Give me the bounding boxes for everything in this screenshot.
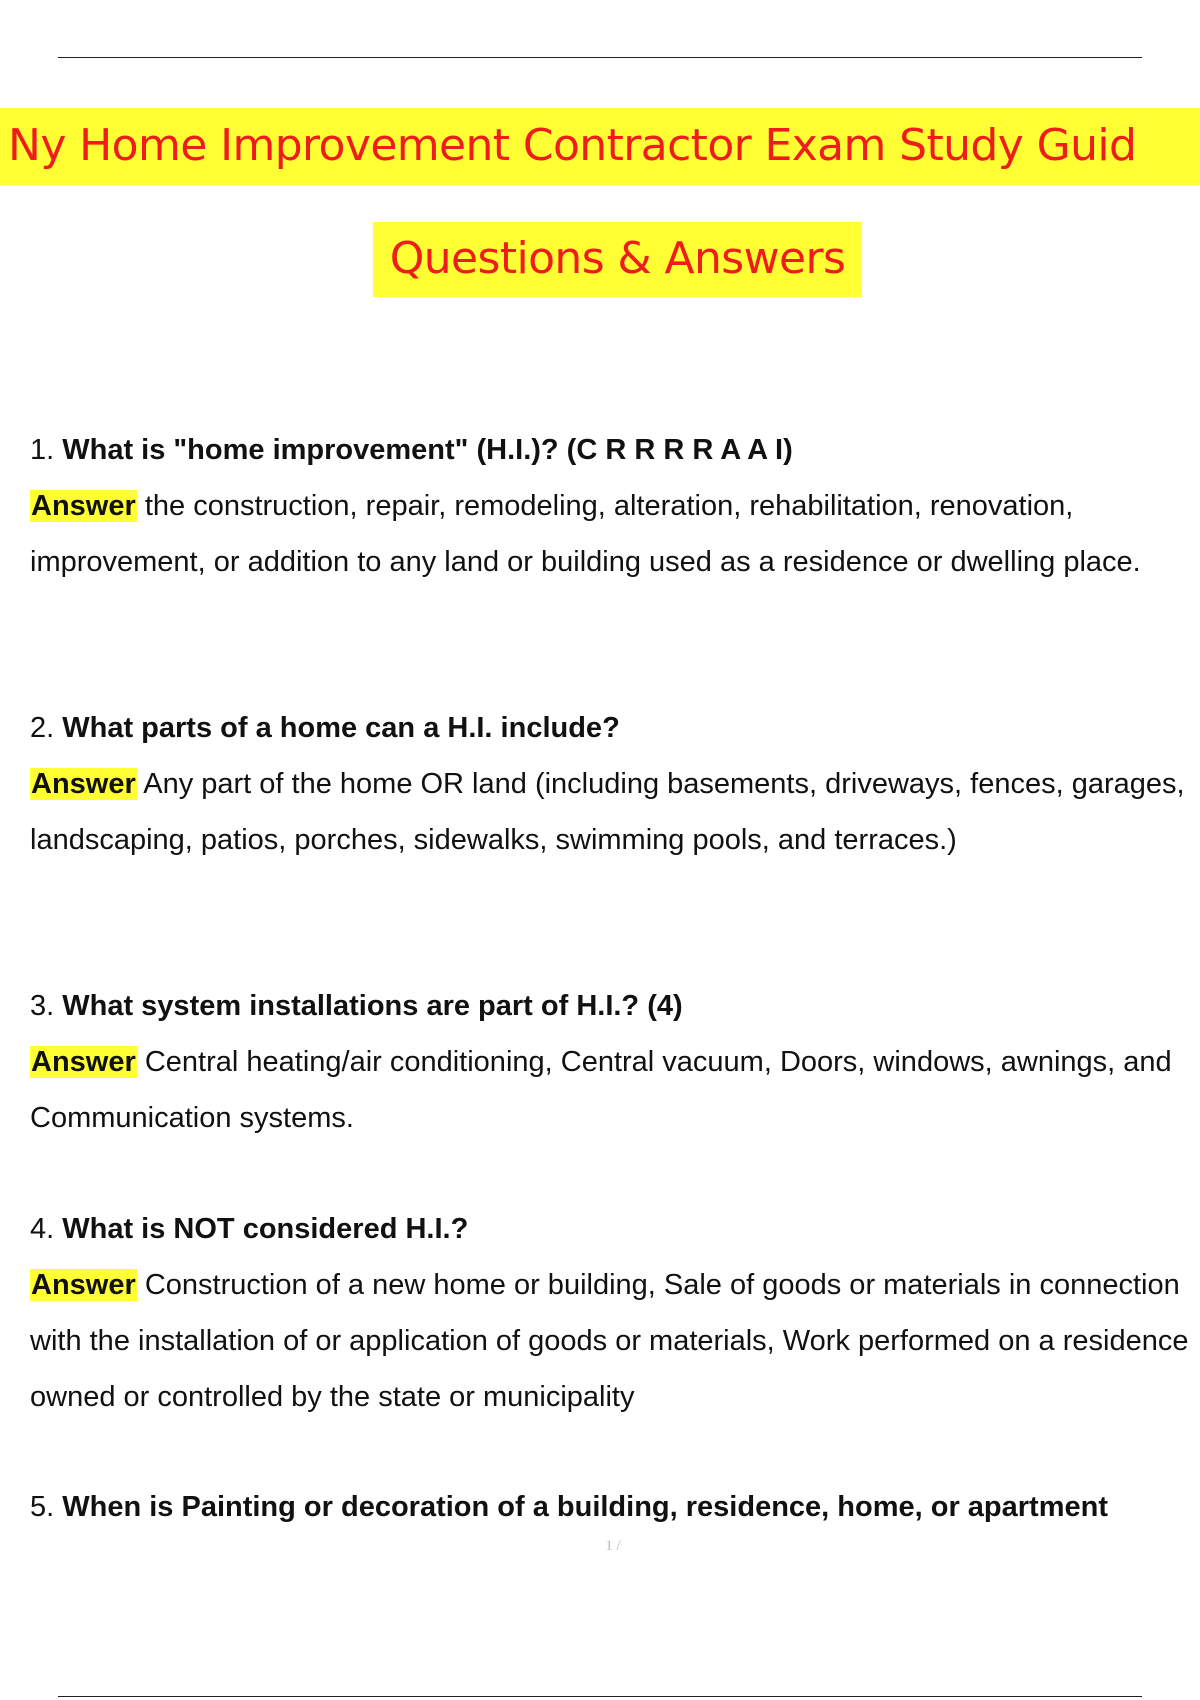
- qa-item-3: [30, 978, 1200, 1146]
- question-text: What is NOT considered H.I.?: [62, 1213, 469, 1245]
- question-4: [30, 1201, 1200, 1257]
- answer-4: [30, 1257, 1190, 1425]
- question-number: 3.: [30, 990, 55, 1022]
- qa-item-4: [30, 1201, 1200, 1425]
- answer-label: Answer: [31, 1046, 136, 1078]
- question-3: [30, 978, 1200, 1034]
- question-text: When is Painting or decoration of a building, residence, home, or apartment: [62, 1491, 1108, 1523]
- question-number: 4.: [30, 1213, 55, 1245]
- question-text: What is "home improvement" (H.I.)? (C R R R R A A I): [62, 434, 793, 466]
- bottom-rule: [58, 1696, 1142, 1697]
- qa-item-2: [30, 700, 1200, 868]
- answer-text: Any part of the home OR land (including basements, driveways, fences, garages, landscaping, patios, porches, sidewalks, swimming pools, and terraces.): [30, 768, 1185, 856]
- question-number: 2.: [30, 712, 55, 744]
- document-subtitle: Questions & Answers: [389, 233, 846, 284]
- question-text: What system installations are part of H.I.? (4): [62, 990, 683, 1022]
- question-2: [30, 700, 1200, 756]
- question-number: 5.: [30, 1491, 55, 1523]
- title-highlight-line1: [0, 108, 1200, 185]
- question-1: [30, 422, 1200, 478]
- answer-2: [30, 756, 1190, 868]
- answer-3: [30, 1034, 1190, 1146]
- question-number: 1.: [30, 434, 55, 466]
- answer-label: Answer: [31, 490, 136, 522]
- answer-text: the construction, repair, remodeling, alteration, rehabilitation, renovation, improvement, or addition to any land or building used as a residence or dwelling place.: [30, 490, 1141, 578]
- title-highlight-line2: [373, 222, 862, 297]
- question-text: What parts of a home can a H.I. include?: [62, 712, 620, 744]
- answer-text: Construction of a new home or building, Sale of goods or materials in connection with the installation of or application of goods or materials, Work performed on a residence owned or controlled by the state or municipality: [30, 1269, 1189, 1413]
- qa-item-5: [30, 1479, 1200, 1535]
- answer-1: [30, 478, 1190, 590]
- answer-text: Central heating/air conditioning, Central vacuum, Doors, windows, awnings, and Communication systems.: [30, 1046, 1172, 1134]
- answer-label: Answer: [31, 768, 136, 800]
- page-number: 1 /: [605, 1538, 621, 1554]
- document-title: Ny Home Improvement Contractor Exam Study Guid: [8, 120, 1137, 171]
- question-5: [30, 1479, 1200, 1535]
- answer-label: Answer: [31, 1269, 136, 1301]
- qa-item-1: [30, 422, 1200, 590]
- top-rule: [58, 57, 1142, 58]
